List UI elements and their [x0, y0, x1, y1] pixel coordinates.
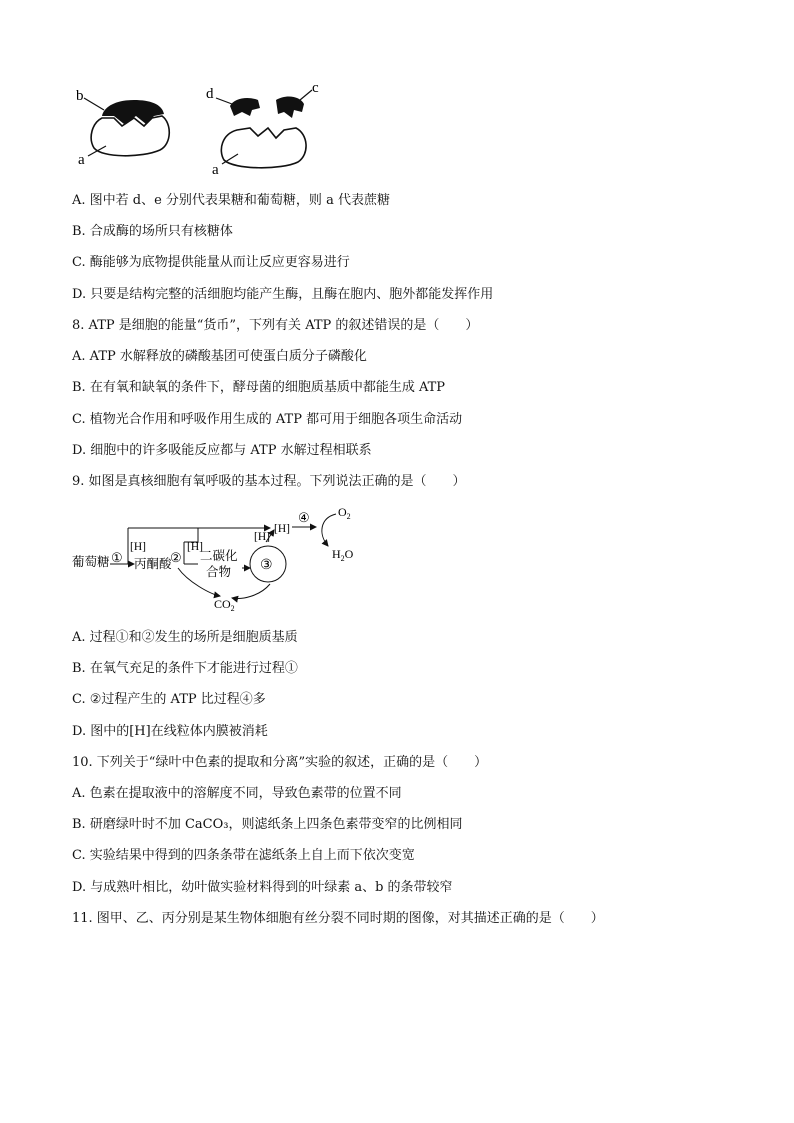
- o2-label: $O_2$: [338, 505, 351, 521]
- h2o-label: $H_2O$: [332, 547, 354, 563]
- step-1-label: ①: [111, 550, 123, 565]
- glucose-label: 葡萄糖: [72, 555, 110, 569]
- aerobic-respiration-diagram: [70, 502, 370, 614]
- substrate-b: [102, 100, 164, 124]
- q10-option-c: C. 实验结果中得到的四条条带在滤纸条上自上而下依次变宽: [72, 848, 415, 863]
- q9-option-a: A. 过程①和②发生的场所是细胞质基质: [72, 630, 298, 645]
- q8-option-a: A. ATP 水解释放的磷酸基团可使蛋白质分子磷酸化: [72, 349, 367, 364]
- q9-option-b: B. 在氧气充足的条件下才能进行过程①: [72, 661, 298, 676]
- step-1-h-label: [H]: [130, 541, 146, 553]
- two-carbon-compound-label-2: 合物: [206, 565, 232, 579]
- q7-option-d: D. 只要是结构完整的活细胞均能产生酶，且酶在胞内、胞外都能发挥作用: [72, 287, 494, 302]
- label-b: b: [76, 88, 84, 104]
- q9-option-c: C. ②过程产生的 ATP 比过程④多: [72, 692, 266, 707]
- step-3-label: ③: [260, 558, 273, 573]
- step-4-h-label: [H]: [274, 523, 290, 535]
- q7-option-c: C. 酶能够为底物提供能量从而让反应更容易进行: [72, 255, 350, 270]
- label-d: d: [206, 86, 214, 102]
- label-a-left: a: [78, 152, 85, 168]
- step-2-h-label: [H]: [187, 541, 203, 553]
- step-4-label: ④: [298, 510, 310, 525]
- q10-stem: 10. 下列关于“绿叶中色素的提取和分离”实验的叙述，正确的是（ ）: [72, 755, 488, 770]
- q9-stem: 9. 如图是真核细胞有氧呼吸的基本过程。下列说法正确的是（ ）: [72, 474, 466, 489]
- q10-option-a: A. 色素在提取液中的溶解度不同，导致色素带的位置不同: [72, 786, 402, 801]
- enzyme-a-left: [91, 116, 169, 156]
- q7-option-a: A. 图中若 d、e 分别代表果糖和葡萄糖，则 a 代表蔗糖: [72, 193, 390, 208]
- two-carbon-compound-label-1: 二碳化: [200, 549, 238, 563]
- q7-option-b: B. 合成酶的场所只有核糖体: [72, 224, 233, 239]
- q10-option-d: D. 与成熟叶相比，幼叶做实验材料得到的叶绿素 a、b 的条带较窄: [72, 880, 453, 895]
- q8-option-d: D. 细胞中的许多吸能反应都与 ATP 水解过程相联系: [72, 443, 372, 458]
- q11-stem: 11. 图甲、乙、丙分别是某生物体细胞有丝分裂不同时期的图像，对其描述正确的是（ ）: [72, 911, 604, 926]
- q9-option-d: D. 图中的[H]在线粒体内膜被消耗: [72, 724, 268, 739]
- enzyme-substrate-figure: [72, 78, 342, 178]
- co2-label: $CO_2$: [214, 597, 235, 613]
- q8-option-b: B. 在有氧和缺氧的条件下，酵母菌的细胞质基质中都能生成 ATP: [72, 380, 446, 395]
- q8-stem: 8. ATP 是细胞的能量“货币”，下列有关 ATP 的叙述错误的是（ ）: [72, 318, 479, 333]
- step-3-h-label: [H]: [254, 531, 270, 543]
- pyruvate-label: 丙酮酸: [134, 557, 172, 571]
- product-d: [230, 98, 260, 116]
- label-c: c: [312, 80, 319, 96]
- q10-option-b: B. 研磨绿叶时不加 CaCO₃，则滤纸条上四条色素带变窄的比例相同: [72, 817, 463, 832]
- label-a-right: a: [212, 162, 219, 178]
- enzyme-a-right: [221, 128, 306, 168]
- step-2-label: ②: [170, 550, 182, 565]
- q8-option-c: C. 植物光合作用和呼吸作用生成的 ATP 都可用于细胞各项生命活动: [72, 412, 463, 427]
